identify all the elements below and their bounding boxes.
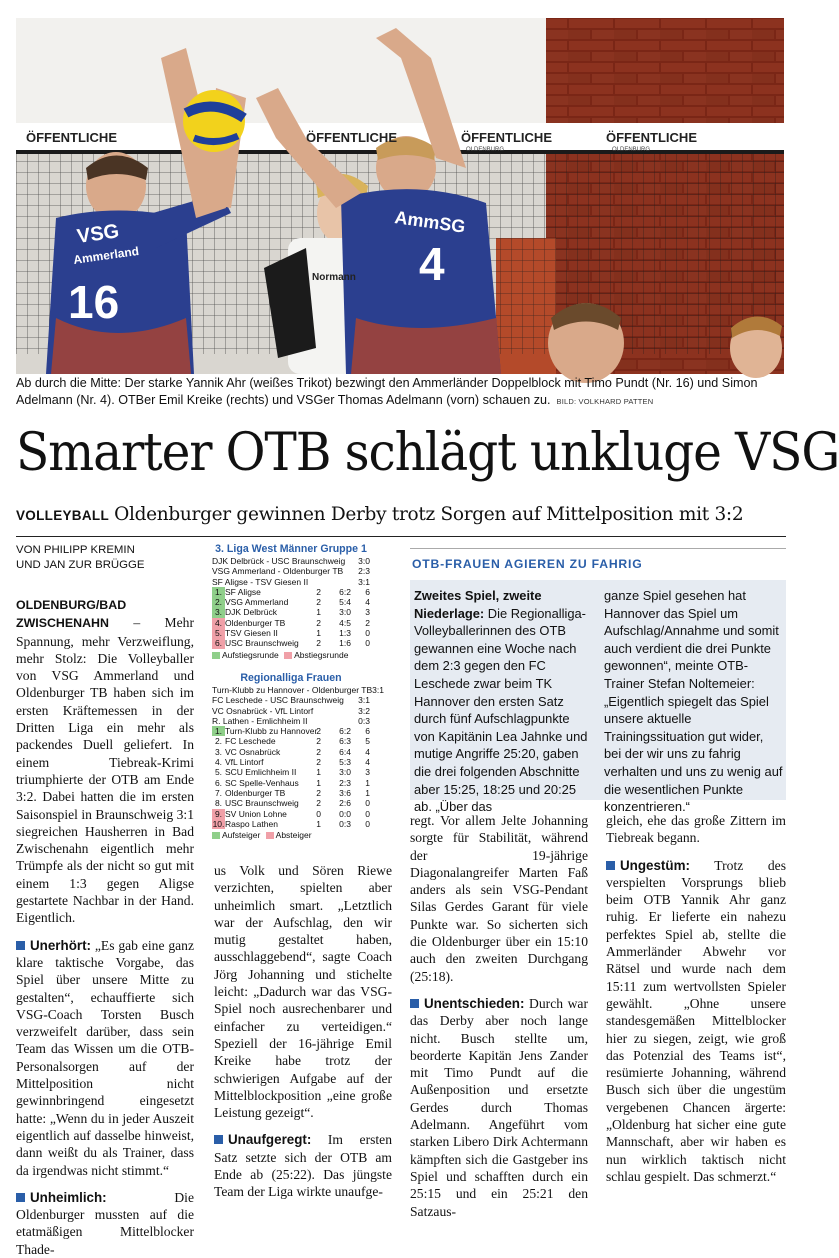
infobox-title: OTB-FRAUEN AGIEREN ZU FAHRIG (410, 548, 786, 578)
banner-subtext: OLDENBURG (466, 147, 505, 153)
match-row (212, 566, 370, 576)
standings-team: Raspo Lathen (225, 818, 278, 829)
standings-team: Turn-Klubb zu Hannover (225, 726, 318, 737)
standings-points: 0 (365, 628, 370, 639)
standings-rank: 1. (212, 726, 225, 736)
standings-sets: 6:4 (339, 746, 351, 757)
article-column-4 (606, 812, 786, 1185)
standings-row (212, 597, 370, 607)
caption-text: Ab durch die Mitte: Der starke Yannik Ahr (weißes Trikot) bezwingt den Ammerländer Doppelblock mit Timo Pundt (Nr. 16) und Simon Adelmann (Nr. 4). OTBer Emil Kreike (rechts) und VSGer Thomas Adelmann (vorn) schauen zu. (16, 376, 758, 407)
standings-rank: 4. (214, 757, 223, 768)
table-3-liga (212, 542, 370, 660)
standings-points: 4 (365, 597, 370, 608)
legend-up-swatch (212, 652, 220, 659)
standings-games: 2 (316, 746, 321, 757)
standings-sets: 2:6 (339, 798, 351, 809)
section-text: Im ersten Satz setzte sich der OTB am Ende ab (25:22). Das jüngste Team der Liga wirkte unaufge- (214, 1132, 392, 1200)
standings-rank: 2. (214, 736, 223, 747)
standings-row (212, 819, 370, 829)
standings-row (212, 798, 370, 808)
match-row (212, 577, 370, 587)
section-marker-icon (606, 861, 615, 870)
standings-sets: 5:3 (339, 757, 351, 768)
infobox-text: Die Regionalliga-Volleyballerinnen des OTB gewannen eine Woche nach dem 2:3 gegen den FC Leschede zwar beim TK Hannover den ersten Satz durch fünf Aufschlagpunkte von Kapitänin Lea Jahnke und mutige Angriffe 25:20, gaben die drei folgenden Abschnitte aber 15:25, 18:25 und 20:25 ab. „Über das (414, 605, 588, 815)
standings-points: 0 (365, 798, 370, 809)
legend-down: Absteiger (275, 830, 312, 841)
jersey-sub: Ammerland (72, 243, 140, 267)
infobox-column-right (604, 587, 784, 816)
standings-games: 1 (316, 767, 321, 778)
table-title: 3. Liga West Männer Gruppe 1 (215, 543, 367, 555)
standings-team: USC Braunschweig (225, 638, 299, 649)
match-row (212, 695, 370, 705)
match-score: 3:0 (358, 556, 370, 566)
section-head: Unaufgeregt: (228, 1132, 312, 1148)
standings-row (212, 726, 370, 736)
byline-author-1: VON PHILIPP KREMIN (16, 544, 135, 556)
match-score: 3:1 (358, 576, 370, 587)
standings-row (212, 736, 370, 746)
legend-up: Aufsteiger (222, 830, 261, 841)
standings-row (212, 788, 370, 798)
standings-sets: 2:3 (339, 777, 351, 788)
standings-rank: 4. (212, 618, 225, 628)
standings-team: USC Braunschweig (225, 798, 299, 809)
banner-text: ÖFFENTLICHE (461, 130, 552, 145)
section-marker-icon (16, 1193, 25, 1202)
kicker: VOLLEYBALL (16, 508, 109, 523)
standings-points: 0 (365, 818, 370, 829)
standings-games: 2 (316, 787, 321, 798)
standings-games: 1 (316, 818, 321, 829)
standings-sets: 0:0 (339, 808, 351, 819)
legend-down-swatch (284, 652, 292, 659)
standings-team: Oldenburger TB (225, 787, 286, 798)
match-teams: R. Lathen - Emlichheim II (212, 715, 308, 726)
standings-team: Oldenburger TB (225, 617, 286, 628)
standings-sets: 3:0 (339, 767, 351, 778)
standings-games: 1 (316, 607, 321, 618)
article-photo (16, 18, 784, 374)
infobox-column-left (414, 587, 592, 816)
legend-down-swatch (266, 832, 274, 839)
legend-up-swatch (212, 832, 220, 839)
photo-caption (16, 375, 786, 410)
standings-rank: 5. (214, 767, 223, 778)
standings-games: 1 (316, 777, 321, 788)
standings-rank: 7. (214, 787, 223, 798)
standings-row (212, 767, 370, 777)
standings-rank: 6. (212, 638, 225, 648)
standings-team: VC Osnabrück (225, 746, 281, 757)
table-legend (212, 650, 370, 660)
standings-games: 2 (316, 638, 321, 649)
match-teams: VSG Ammerland - Oldenburger TB (212, 566, 344, 577)
intro-text: – Mehr Spannung, mehr Verzweiflung, mehr Stolz: Die Volleyballer von VSG Ammerland und Oldenburger TB haben sich im ersten Kräftemessen in der Dritten Liga ein mehr als packendes Duell geliefert. In einem Tiebreak-Krimi triumphierte der OTB am Ende 3:2. Dabei hatten die im ersten Saisonspiel in Braunschweig 3:1 siegreichen Hausherren in Bad Zwischenahn eigentlich mehr Trümpfe als der nicht so gut mit einem 1:3 gegen Aligse gestartete Nachbar in der Hand. Eigentlich. (16, 615, 194, 926)
standings-rank: 2. (212, 597, 225, 607)
match-score: 3:1 (372, 685, 384, 695)
standings-sets: 6:3 (339, 736, 351, 747)
subheadline: Oldenburger gewinnen Derby trotz Sorgen auf Mittelposition mit 3:2 (114, 504, 744, 525)
jersey-sponsor: Normann (312, 272, 356, 283)
jersey-number: 16 (68, 276, 120, 328)
standings-points: 0 (365, 808, 370, 819)
article-column-3 (410, 812, 588, 1220)
section-head: Unentschieden: (424, 995, 525, 1011)
standings-row (212, 778, 370, 788)
divider (16, 536, 786, 537)
banner-subtext: OLDENBURG (612, 147, 651, 153)
standings-rank: 10. (212, 818, 225, 829)
section-text: „Es gab eine ganz klare taktische Vorgabe, das Spiel über unsere Mitte zu gestalten“, echauffierte sich VSG-Coach Torsten Busch verzweifelt darüber, dass sein Team das Wissen um die OTB-Personalsorgen auf der Mittelposition nicht gewinnbringend eingesetzt hatte: „Wenn du in jeder Auszeit eigentlich auf dasselbe hinweist, dann weißt du als Trainer, dass da irgendwas nicht stimmt.“ (16, 937, 194, 1178)
section-marker-icon (214, 1135, 223, 1144)
match-teams: Turn-Klubb zu Hannover - Oldenburger TB (212, 685, 373, 695)
standings-points: 3 (365, 607, 370, 618)
standings-sets: 6:2 (339, 586, 351, 597)
standings-team: SV Union Lohne (225, 808, 287, 819)
standings-points: 6 (365, 586, 370, 597)
volleyball-photo-icon (16, 18, 784, 374)
dateline: OLDENBURG/BAD ZWISCHENAHN (16, 598, 127, 631)
standings-games: 2 (316, 798, 321, 809)
section-head: Unerhört: (30, 937, 91, 953)
standings-row (212, 618, 370, 628)
standings-points: 0 (365, 638, 370, 649)
standings-sets: 1:6 (339, 638, 351, 649)
match-teams: SF Aligse - TSV Giesen II (212, 576, 309, 587)
standings-team: SCU Emlichheim II (225, 767, 297, 778)
standings-row (212, 747, 370, 757)
standings-points: 2 (365, 617, 370, 628)
match-teams: DJK Delbrück - USC Braunschweig (212, 556, 346, 566)
standings-rank: 9. (212, 809, 225, 819)
match-teams: FC Leschede - USC Braunschweig (212, 695, 344, 706)
standings-games: 2 (316, 736, 321, 747)
banner-text: ÖFFENTLICHE (26, 130, 117, 145)
match-row (212, 706, 370, 716)
article-column-2 (214, 862, 392, 1201)
standings-row (212, 607, 370, 617)
headline: Smarter OTB schlägt unkluge VSG (16, 423, 839, 483)
section-head: Unheimlich: (30, 1189, 107, 1205)
standings-row (212, 587, 370, 597)
standings-sets: 0:3 (339, 818, 351, 829)
standings-row (212, 638, 370, 648)
column-text: regt. Vor allem Jelte Johanning sorgte für Stabilität, während der 19-jährige Diagonalangreifer Marten Faß anders als sein VSG-Pendant Silas Gerdes Garant für viele Punkte war. So sicherten sich die Oldenburger über ein 15:10 auch den zweiten Durchgang (25:18). (410, 813, 588, 984)
standings-games: 1 (316, 628, 321, 639)
table-legend (212, 830, 370, 840)
standings-row (212, 628, 370, 638)
subheadline-row (16, 504, 786, 525)
match-score: 0:3 (358, 715, 370, 726)
standings-sets: 3:0 (339, 607, 351, 618)
table-title: Regionalliga Frauen (240, 672, 342, 684)
section-marker-icon (410, 999, 419, 1008)
standings-points: 5 (365, 736, 370, 747)
match-score: 3:1 (358, 695, 370, 706)
match-row (212, 716, 370, 726)
standings-games: 2 (316, 586, 321, 597)
legend-up: Aufstiegsrunde (222, 649, 279, 660)
column-text: gleich, ehe das große Zittern im Tiebreak begann. (606, 813, 786, 846)
standings-points: 4 (365, 746, 370, 757)
standings-team: SC Spelle-Venhaus (225, 777, 299, 788)
match-row (212, 556, 370, 566)
standings-team: VfL Lintorf (225, 757, 264, 768)
standings-games: 0 (316, 808, 321, 819)
standings-rank: 1. (212, 587, 225, 597)
standings-points: 6 (365, 726, 370, 737)
standings-sets: 5:4 (339, 597, 351, 608)
standings-rank: 8. (214, 798, 223, 809)
standings-rank: 3. (212, 607, 225, 617)
standings-sets: 4:5 (339, 617, 351, 628)
banner-text: ÖFFENTLICHE (306, 130, 397, 145)
standings-rank: 6. (214, 777, 223, 788)
column-text: us Volk und Sören Riewe verzichten, spielten aber unheimlich smart. „Letztlich war der Aufschlag, den wir mutig gestaltet haben, ausschlaggebend“, sagte Coach Jörg Johanning und stichelte leicht: „Dadurch war das VSG-Spiel noch ausrechenbarer und einfacher zu verteidigen.“ Speziell der 16-jährige Emil Kreike habe trotz der schwierigen Aufgabe auf der Mittelblockposition „eine große Leistung gezeigt“. (214, 863, 392, 1121)
jersey-club: AmmSG (393, 207, 467, 237)
infobox-text: ganze Spiel gesehen hat Hannover das Spiel um Aufschlag/Annahme und somit auch verdient die drei Punkte gewonnen“, meinte OTB-Trainer Stefan Noltemeier: „Eigentlich spiegelt das Spiel unsere aktuelle Trainingssituation gut wider, bei der wir uns zu fahrig verhalten und uns zu wenig auf die wesentlichen Punkte konzentrieren.“ (604, 588, 783, 815)
standings-games: 2 (316, 617, 321, 628)
standings-row (212, 757, 370, 767)
match-row (212, 685, 384, 695)
match-teams: VC Osnabrück - VfL Lintorf (212, 705, 314, 716)
standings-team: FC Leschede (225, 736, 276, 747)
standings-games: 2 (316, 726, 321, 737)
standings-team: DJK Delbrück (225, 607, 277, 618)
infobox-lead: Zweites Spiel, zweite Niederlage: (414, 588, 542, 621)
standings-team: SF Aligse (225, 586, 261, 597)
standings-games: 2 (316, 757, 321, 768)
match-score: 3:2 (358, 705, 370, 716)
section-head: Ungestüm: (620, 857, 690, 873)
standings-points: 1 (365, 777, 370, 788)
standings-points: 3 (365, 767, 370, 778)
standings-row (212, 809, 370, 819)
standings-team: TSV Giesen II (225, 628, 278, 639)
article-column-1 (16, 596, 194, 1258)
standings-rank: 5. (212, 628, 225, 638)
byline (16, 543, 206, 573)
standings-games: 2 (316, 597, 321, 608)
match-score: 2:3 (358, 566, 370, 577)
section-text: Die Oldenburger mussten auf die etatmäßigen Mittelblocker Thade- (16, 1189, 194, 1257)
legend-down: Abstiegsrunde (294, 649, 349, 660)
byline-author-2: UND JAN ZUR BRÜGGE (16, 559, 145, 571)
jersey-number: 4 (419, 238, 445, 290)
standings-points: 4 (365, 757, 370, 768)
standings-sets: 6:2 (339, 726, 351, 737)
section-text: Durch war das Derby aber noch lange nicht. Busch stellte um, beorderte Kapitän Jens Zander mit Timo Pundt auf die Außenposition und ersetzte Gerdes durch Thomas Adelmann. Angeführt vom starken Libero Dirk Achtermann kämpften sich die Gastgeber ins Spiel und schafften durch ein 25:15 und ein 25:21 den Satzaus- (410, 995, 588, 1219)
table-regionalliga (212, 671, 384, 841)
standings-rank: 3. (214, 746, 223, 757)
banner-text: ÖFFENTLICHE (606, 130, 697, 145)
standings-sets: 1:3 (339, 628, 351, 639)
jersey-club: VSG (75, 220, 121, 248)
standings-team: VSG Ammerland (225, 597, 289, 608)
standings-sets: 3:6 (339, 787, 351, 798)
standings-points: 1 (365, 787, 370, 798)
section-marker-icon (16, 941, 25, 950)
section-text: Trotz des verspielten Vorsprungs blieb beim OTB Yannik Ahr ganz ruhig. Er lieferte ein nahezu perfektes Spiel ab, stellte die Ammerländer Abwehr vor Rätsel und wurde nach dem 15:11 zum wertvollsten Spieler gewählt. „Ohne unsere standesgemäßen Mittelblocker hier zu siegen, zeigt, wie groß das Potenzial des Teams ist“, resümierte Johanning, während Busch sich über die ungestüm vergebenen Chancen ärgerte: „Oldenburg hat sicher eine gute Mannschaft, aber wir haben es nun wirklich taktisch nicht schlau gespielt. Das schmerzt.“ (606, 857, 786, 1184)
infobox (410, 580, 786, 815)
photo-credit: BILD: VOLKHARD PATTEN (556, 397, 654, 406)
